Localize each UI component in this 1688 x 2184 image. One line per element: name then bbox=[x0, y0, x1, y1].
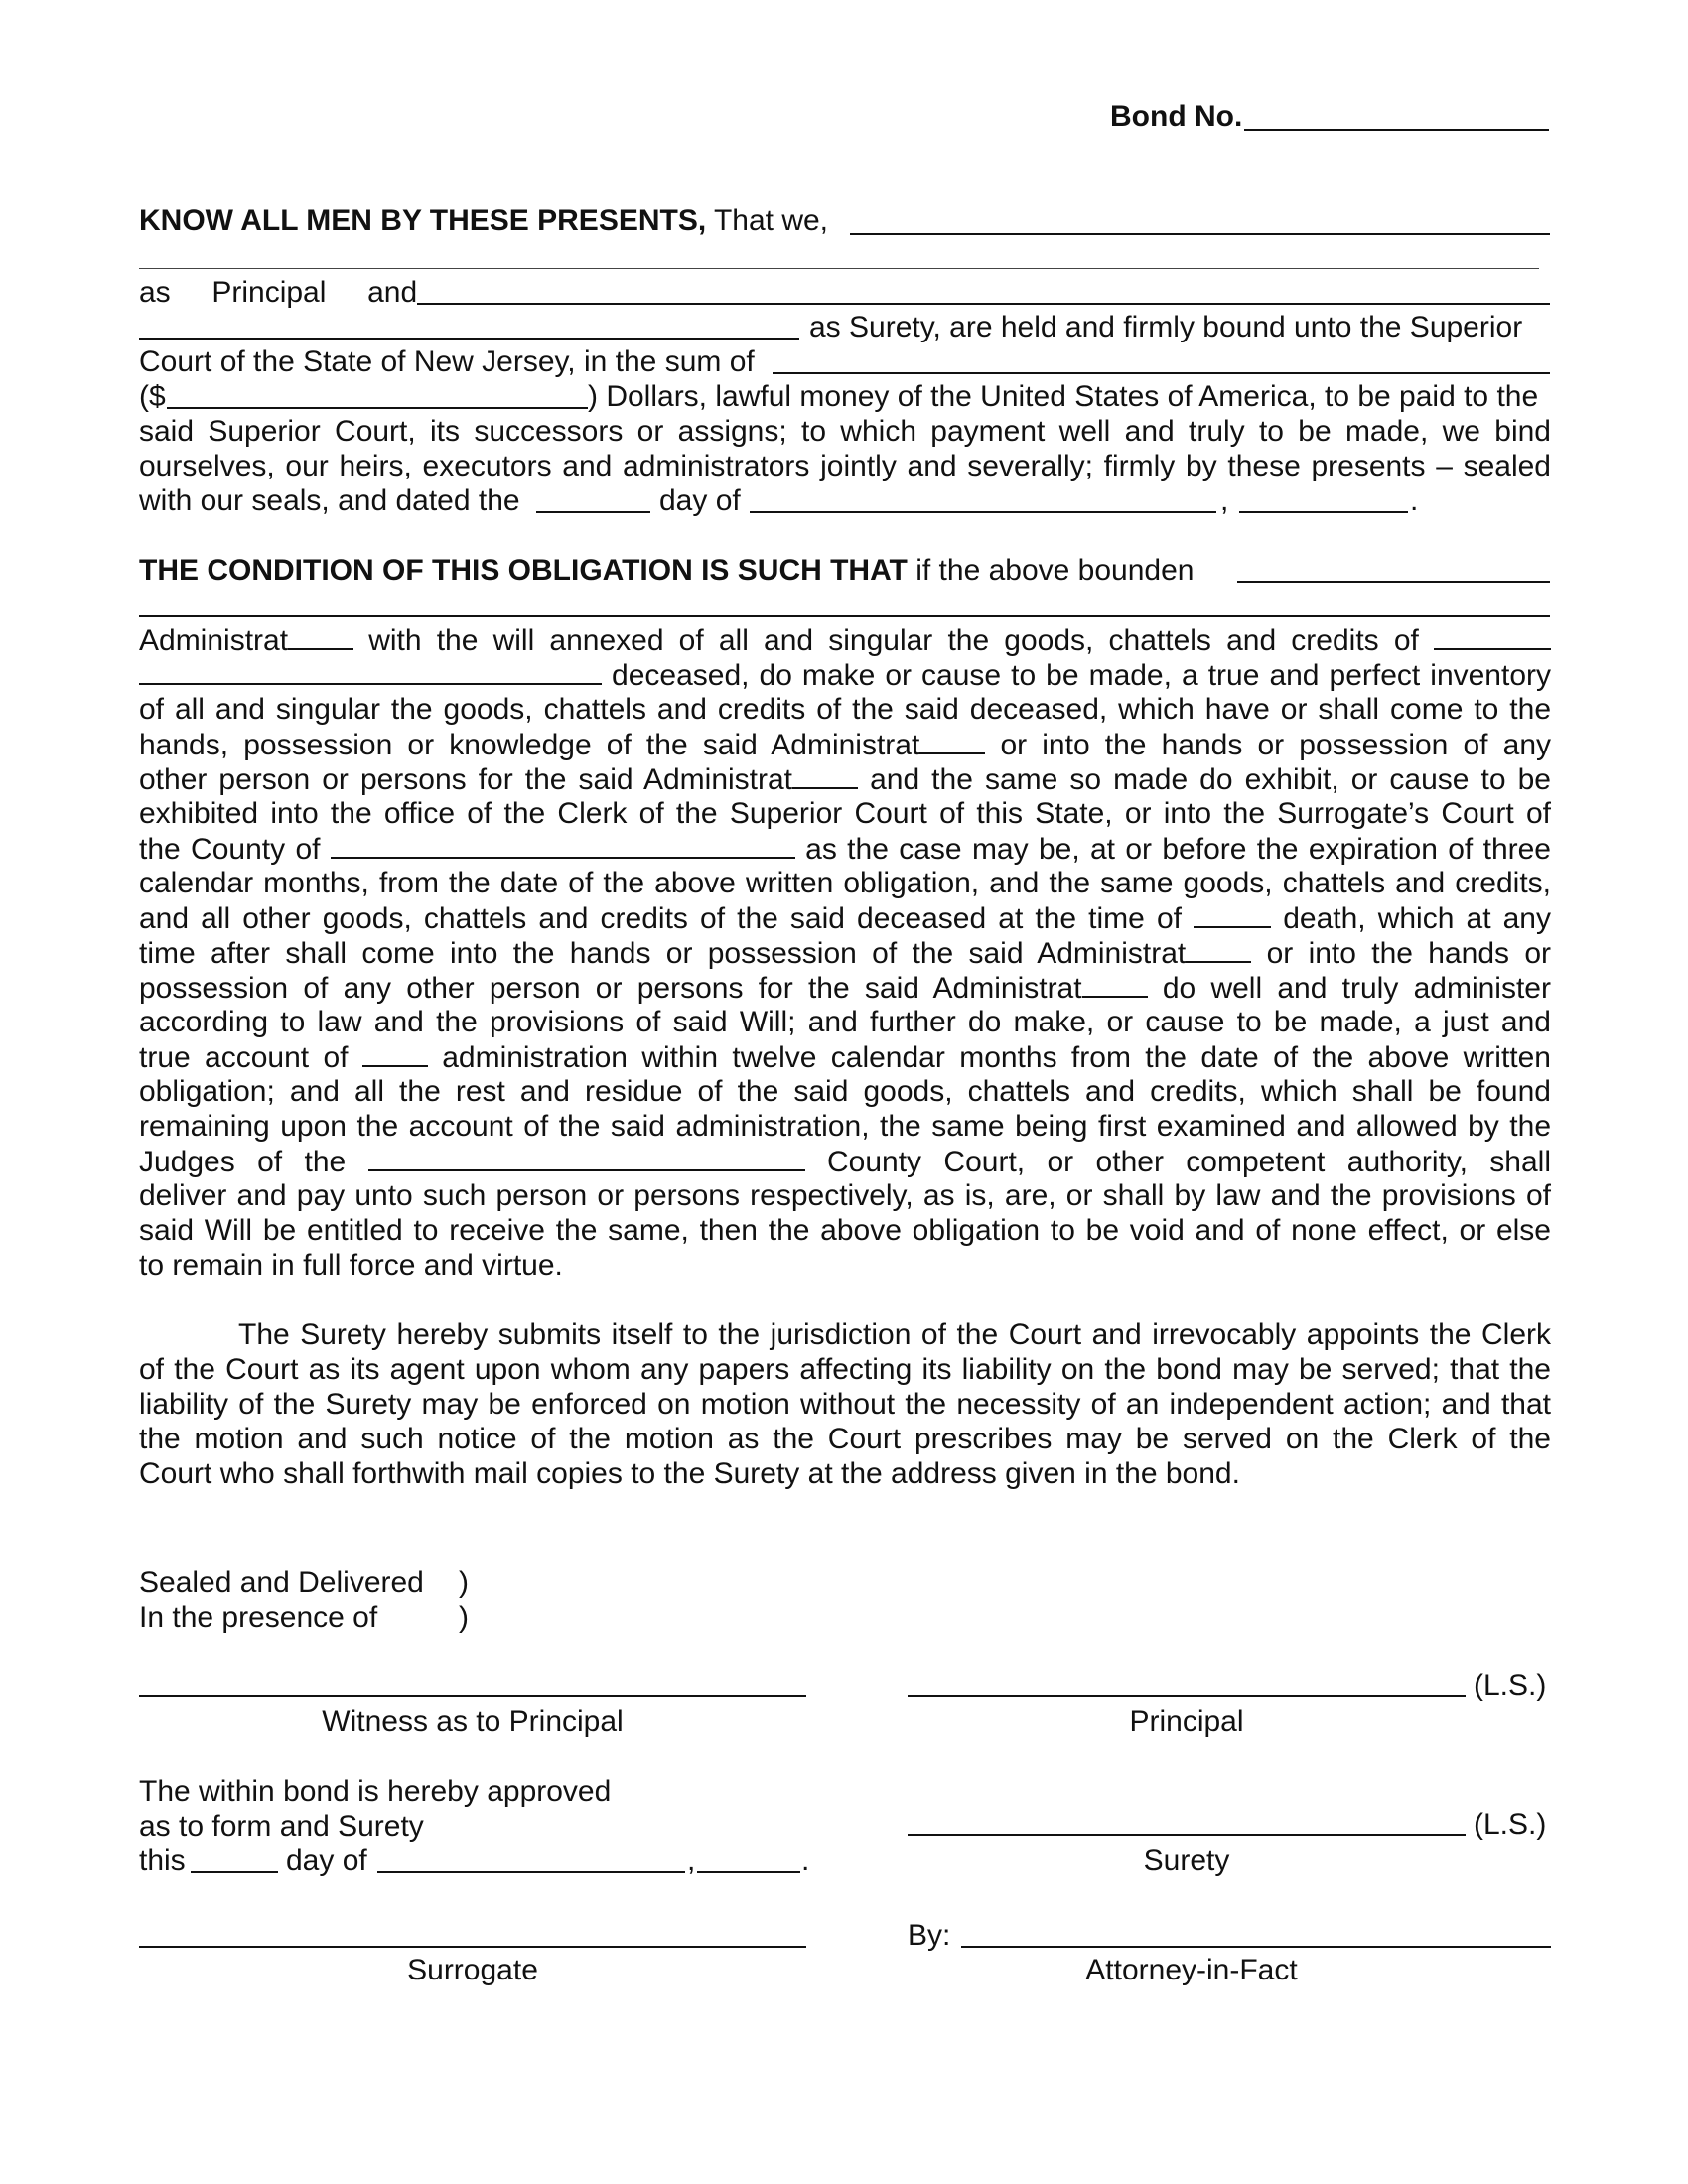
dated-year-field[interactable] bbox=[1239, 511, 1408, 513]
opening-lead-text: That we, bbox=[713, 205, 829, 237]
dated-comma: , bbox=[1220, 484, 1229, 517]
opening-heading bbox=[139, 204, 828, 238]
principal-label: Principal bbox=[1129, 1706, 1244, 1738]
administrat-suffix-1[interactable] bbox=[288, 622, 353, 650]
sealed-paren: ) bbox=[459, 1567, 469, 1599]
condition-line-6: exhibited into the office of the Clerk of the Superior Court of this State, or into the Surrogate’s Court of bbox=[139, 797, 1551, 830]
condition-line-17: deliver and pay unto such person or persons respectively, as is, are, or shall by law and the provisions of bbox=[139, 1179, 1551, 1212]
condition-line-18: said Will be entitled to receive the same, then the above obligation to be void and of none effect, or else bbox=[139, 1214, 1551, 1247]
approved-day-of: day of bbox=[286, 1844, 367, 1877]
approved-line-1: The within bond is hereby approved bbox=[139, 1775, 612, 1808]
cond-l5b: and the same so made do exhibit, or cause to be bbox=[870, 763, 1551, 796]
administrat-suffix-4[interactable] bbox=[1186, 935, 1251, 963]
dated-month-field[interactable] bbox=[750, 511, 1216, 513]
administrat-suffix-3[interactable] bbox=[792, 761, 858, 789]
cond-l5a: other person or persons for the said Administrat bbox=[139, 763, 793, 796]
approved-year-field[interactable] bbox=[697, 1871, 800, 1873]
bond-no-field[interactable] bbox=[1244, 129, 1549, 131]
cond-l4b: or into the hands or possession of any bbox=[1000, 729, 1552, 761]
principal-ls: (L.S.) bbox=[1474, 1669, 1547, 1702]
condition-line-19: to remain in full force and virtue. bbox=[139, 1249, 563, 1282]
decedent-field-2[interactable] bbox=[139, 657, 602, 685]
condition-line-13 bbox=[139, 1039, 1551, 1075]
dated-text: with our seals, and dated the bbox=[139, 484, 520, 517]
condition-line-14: obligation; and all the rest and residue of the said goods, chattels and credits, which shall be found bbox=[139, 1075, 1551, 1108]
decedent-field[interactable] bbox=[1434, 622, 1551, 650]
cond-l4a: hands, possession or knowledge of the said Administrat bbox=[139, 729, 920, 761]
condition-line-5 bbox=[139, 761, 1551, 797]
condition-line-8: calendar months, from the date of the above written obligation, and the same goods, chattels and credits, bbox=[139, 867, 1551, 899]
condition-line-7 bbox=[139, 831, 1551, 867]
surrogate-label: Surrogate bbox=[407, 1954, 538, 1986]
cond-l9b: death, which at any bbox=[1283, 902, 1551, 935]
county-court-field[interactable] bbox=[368, 1144, 805, 1171]
cond-l11b: do well and truly administer bbox=[1162, 972, 1551, 1005]
sum-words-field[interactable] bbox=[773, 372, 1550, 374]
condition-line-9 bbox=[139, 900, 1551, 936]
sum-amount-field[interactable] bbox=[167, 407, 588, 409]
condition-line-10 bbox=[139, 935, 1551, 971]
cond-l9a: and all other goods, chattels and credits of the said deceased at the time of bbox=[139, 902, 1182, 935]
cond-l16a: Judges of the bbox=[139, 1146, 347, 1178]
surety-ls: (L.S.) bbox=[1474, 1808, 1547, 1841]
presence-label: In the presence of bbox=[139, 1601, 378, 1634]
approved-comma: , bbox=[687, 1844, 696, 1877]
surety-label: Surety bbox=[1143, 1844, 1230, 1877]
dollars-text: ) Dollars, lawful money of the United States of America, to be paid to the bbox=[588, 380, 1539, 413]
successors-line: said Superior Court, its successors or assigns; to which payment well and truly to be made, we bind bbox=[139, 415, 1551, 448]
pronoun-field-2[interactable] bbox=[362, 1039, 428, 1067]
approved-period: . bbox=[801, 1844, 810, 1877]
principal-and-label: as Principal and bbox=[139, 276, 418, 309]
surety-signature-line[interactable] bbox=[908, 1834, 1466, 1836]
surety-para-line-3: liability of the Surety may be enforced on motion without the necessity of an independent action; and that bbox=[139, 1388, 1551, 1421]
bounden-field[interactable] bbox=[1237, 581, 1550, 583]
condition-line-11 bbox=[139, 970, 1551, 1006]
attorney-signature-line[interactable] bbox=[961, 1946, 1551, 1948]
surety-name-field[interactable] bbox=[417, 303, 1550, 305]
bounden-field-2[interactable] bbox=[139, 615, 1550, 617]
attorney-label: Attorney-in-Fact bbox=[1085, 1954, 1298, 1986]
administrat-suffix-2[interactable] bbox=[919, 727, 985, 754]
opening-lead-bold: KNOW ALL MEN BY THESE PRESENTS, bbox=[139, 205, 707, 237]
pronoun-field-1[interactable] bbox=[1194, 900, 1271, 928]
condition-line-1 bbox=[139, 622, 1551, 658]
cond-l1a: Administrat bbox=[139, 624, 289, 657]
cond-l13b: administration within twelve calendar months from the date of the above written bbox=[442, 1041, 1551, 1074]
condition-line-3: of all and singular the goods, chattels and credits of the said deceased, which have or shall come to the bbox=[139, 693, 1551, 726]
principal-signature-line[interactable] bbox=[908, 1695, 1466, 1697]
sealed-label: Sealed and Delivered bbox=[139, 1567, 424, 1599]
court-sum-text: Court of the State of New Jersey, in the sum of bbox=[139, 345, 755, 378]
surety-para-line-2: of the Court as its agent upon whom any papers affecting its liability on the bond may be served; that the bbox=[139, 1353, 1551, 1386]
surety-para-line-4: the motion and such notice of the motion as the Court prescribes may be served on the Clerk of the bbox=[139, 1423, 1551, 1455]
bond-no-label: Bond No. bbox=[1110, 100, 1243, 133]
surety-para-line-1: The Surety hereby submits itself to the jurisdiction of the Court and irrevocably appoints the Clerk bbox=[238, 1318, 1551, 1351]
witness-label: Witness as to Principal bbox=[322, 1706, 624, 1738]
condition-line-16 bbox=[139, 1144, 1551, 1179]
approved-line-2: as to form and Surety bbox=[139, 1810, 424, 1843]
cond-l16b: County Court, or other competent authority, shall bbox=[827, 1146, 1552, 1178]
approved-this: this bbox=[139, 1844, 186, 1877]
condition-heading-bold: THE CONDITION OF THIS OBLIGATION IS SUCH THAT bbox=[139, 554, 908, 587]
surrogate-signature-line[interactable] bbox=[139, 1946, 806, 1948]
principal-name-field-2[interactable] bbox=[139, 268, 1539, 269]
condition-line-4 bbox=[139, 727, 1551, 762]
dollar-open: ($ bbox=[139, 380, 166, 413]
cond-l11a: possession of any other person or persons for the said Administrat bbox=[139, 972, 1082, 1005]
condition-line-15: remaining upon the account of the said administration, the same being first examined and allowed by the bbox=[139, 1110, 1551, 1143]
cond-l7b: as the case may be, at or before the expiration of three bbox=[805, 833, 1551, 866]
surety-name-field-2[interactable] bbox=[139, 338, 799, 340]
cond-l7a: the County of bbox=[139, 833, 321, 866]
cond-l10a: time after shall come into the hands or possession of the said Administrat bbox=[139, 937, 1187, 970]
cond-l10b: or into the hands or bbox=[1266, 937, 1551, 970]
condition-line-2 bbox=[139, 657, 1551, 693]
ourselves-line: ourselves, our heirs, executors and administrators jointly and severally; firmly by these presents – sealed bbox=[139, 450, 1551, 482]
administrat-suffix-5[interactable] bbox=[1082, 970, 1148, 998]
by-label: By: bbox=[908, 1919, 951, 1952]
presence-paren: ) bbox=[459, 1601, 469, 1634]
principal-name-field[interactable] bbox=[850, 233, 1550, 235]
condition-heading-text: if the above bounden bbox=[915, 554, 1195, 587]
cond-l13a: true account of bbox=[139, 1041, 349, 1074]
cond-l1b: with the will annexed of all and singular the goods, chattels and credits of bbox=[368, 624, 1419, 657]
county-field[interactable] bbox=[331, 831, 795, 859]
witness-signature-line[interactable] bbox=[139, 1695, 806, 1697]
approved-day-field[interactable] bbox=[191, 1871, 278, 1873]
approved-month-field[interactable] bbox=[377, 1871, 685, 1873]
dated-day-field[interactable] bbox=[536, 511, 650, 513]
cond-l2: deceased, do make or cause to be made, a true and perfect inventory bbox=[612, 659, 1552, 692]
dated-day-of: day of bbox=[659, 484, 741, 517]
surety-text: as Surety, are held and firmly bound unto the Superior bbox=[809, 311, 1523, 343]
dated-period: . bbox=[1410, 484, 1419, 517]
condition-heading bbox=[139, 553, 1194, 588]
condition-line-12: according to law and the provisions of said Will; and further do make, or cause to be made, a just and bbox=[139, 1006, 1551, 1038]
surety-para-line-5: Court who shall forthwith mail copies to the Surety at the address given in the bond. bbox=[139, 1457, 1240, 1490]
